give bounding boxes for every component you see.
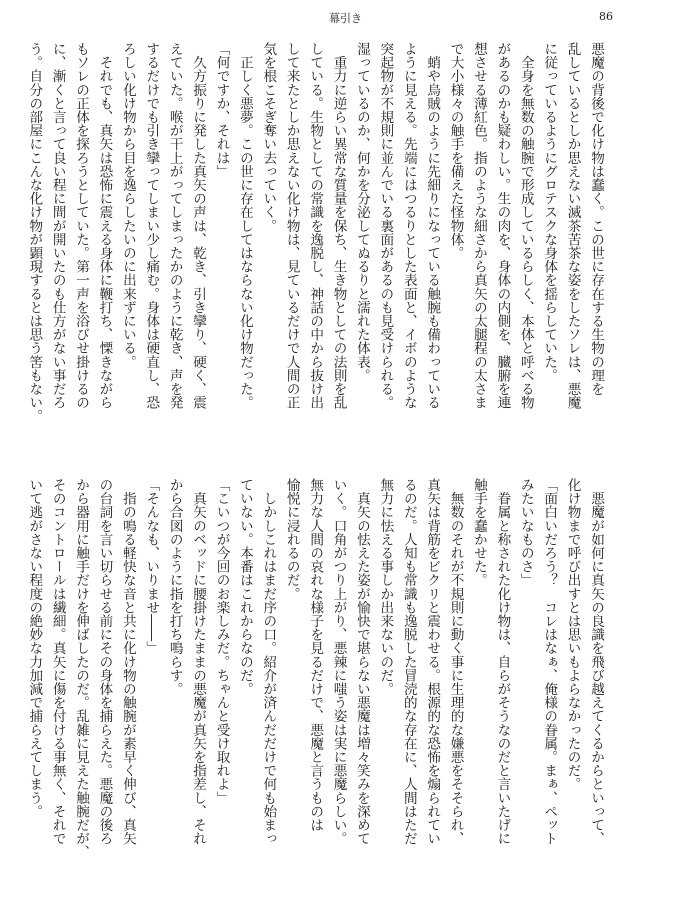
- text-line: ろしい化け物から目を逸らしたいのに出来ずにいる。: [119, 42, 136, 369]
- text-line: 無力な人間の哀れな様子を見るだけで、悪魔と言うものは: [307, 478, 324, 832]
- text-line: う。自分の部屋にこんな化け物が顕現するとは思う筈もない。: [26, 42, 43, 423]
- text-line: 真矢の怯えた姿が愉快で堪らない悪魔は増々笑みを深めて: [353, 478, 370, 846]
- text-line: 全身を無数の触腕で形成しているらしく、本体と呼べる物: [517, 42, 534, 410]
- text-line: 触手を蠢かせた。: [470, 478, 487, 587]
- text-line: 愉悦に浸れるのだ。: [283, 478, 300, 601]
- text-line: に、漸くと言って良い程に間が開いたのも仕方がない事だろ: [49, 42, 66, 410]
- text-line: ように見える。先端にはつるりとした表面と、イボのような: [400, 42, 417, 410]
- text-line: 突起物が不規則に並んでいる裏面があるのも見受けられる。: [377, 42, 394, 410]
- text-line: 真矢のベッドに腰掛けたままの悪魔が真矢を指差し、それ: [190, 478, 207, 846]
- text-line: 化け物まで呼び出すとは思いもよらなかったのだ。: [564, 478, 581, 791]
- text-line: があるのかも疑わしい。生の肉を、身体の内側を、臓腑を連: [494, 42, 511, 410]
- text-line: いく。口角がつり上がり、悪辣に嗤う姿は実に悪魔らしい。: [330, 478, 347, 846]
- text-line: 湿っているのか、何かを分泌してぬるりと濡れた体表。: [353, 42, 370, 382]
- text-line: 「何ですか、それは」: [213, 42, 230, 178]
- text-line: するだけでも引き攣ってしまい少し痛む。身体は硬直し、恐: [143, 42, 160, 410]
- text-block-bottom: [26, 478, 607, 890]
- text-line: るのだ。人知も常識も逸脱した冒涜的な存在に、人間はただ: [400, 478, 417, 846]
- text-line: して来たとしか思えない化け物は、見ているだけで人間の正: [283, 42, 300, 410]
- text-line: 久方振りに発した真矢の声は、乾き、引き攣り、硬く、震: [190, 42, 207, 410]
- text-line: 指の鳴る軽快な音と共に化け物の触腕が素早く伸び、真矢: [119, 478, 136, 846]
- text-line: ていない。本番はこれからなのだ。: [236, 478, 253, 696]
- text-line: 「こいつが今回のお楽しみだ。ちゃんと受け取れよ」: [213, 478, 230, 805]
- text-line: 無力に怯える事しか出来ないのだ。: [377, 478, 394, 696]
- text-line: 「そんなも、いりませ――」: [143, 478, 160, 655]
- text-line: いて逃がさない程度の絶妙な力加減で捕らえてしまう。: [26, 478, 43, 818]
- text-line: そのコントロールは繊細。真矢に傷を付ける事無く、それで: [49, 478, 66, 846]
- text-line: の台詞を言い切らせる前にその身体を捕らえた。悪魔の後ろ: [96, 478, 113, 846]
- text-line: しかしこれはまだ序の口。紹介が済んだだけで何も始まっ: [260, 478, 277, 846]
- text-line: で大小様々の触手を備えた怪物体。: [447, 42, 464, 260]
- text-line: に従っているようにグロテスクな身体を揺らしていた。: [541, 42, 558, 382]
- text-line: みたいなものさ」: [517, 478, 534, 587]
- text-line: えていた。喉が干上がってしまったかのように乾き、声を発: [166, 42, 183, 410]
- text-block-top: [26, 42, 607, 454]
- text-line: 悪魔の背後で化け物は蠢く。この世に存在する生物の理を: [588, 42, 604, 396]
- text-line: 無数のそれが不規則に動く事に生理的な嫌悪をそそられ、: [447, 478, 464, 846]
- text-line: もソレの正体を探ろうとしていた。第一声を浴びせ掛けるの: [73, 42, 90, 410]
- text-line: 気を根こそぎ奪い去っていく。: [260, 42, 277, 233]
- text-line: 重力に逆らい異常な質量を保ち、生き物としての法則を乱: [330, 42, 347, 410]
- text-line: から合図のように指を打ち鳴らす。: [166, 478, 183, 696]
- text-line: から器用に触手だけを伸ばしたのだ。乱雑に見えた触腕だが、: [73, 478, 90, 859]
- text-line: 蛸や烏賊のように先細りになっている触腕も備わっている: [424, 42, 441, 410]
- text-line: 「面白いだろう？ コレはなぁ、俺様の眷属。まぁ、ペット: [541, 478, 558, 846]
- text-line: 乱しているとしか思えない滅茶苦茶な姿をしたソレは、悪魔: [564, 42, 581, 410]
- text-line: 想させる薄紅色。指のような細さから真矢の太腿程の太さま: [470, 42, 487, 410]
- text-line: している。生物としての常識を逸脱し、神話の中から抜け出: [307, 42, 324, 410]
- text-line: 正しく悪夢。この世に存在してはならない化け物だった。: [236, 42, 253, 410]
- page-number: 86: [599, 10, 613, 23]
- text-line: 真矢は背筋をビクリと震わせる。根源的な恐怖を煽られてい: [424, 478, 441, 846]
- text-line: 眷属と称された化け物は、自らがそうなのだと言いたげに: [494, 478, 511, 846]
- text-line: それでも、真矢は恐怖に震える身体に鞭打ち、慄きながら: [96, 42, 113, 410]
- page-header: [0, 8, 675, 26]
- running-title: 幕引き: [329, 12, 362, 25]
- text-line: 悪魔が如何に真矢の良識を飛び越えてくるからといって、: [588, 478, 604, 846]
